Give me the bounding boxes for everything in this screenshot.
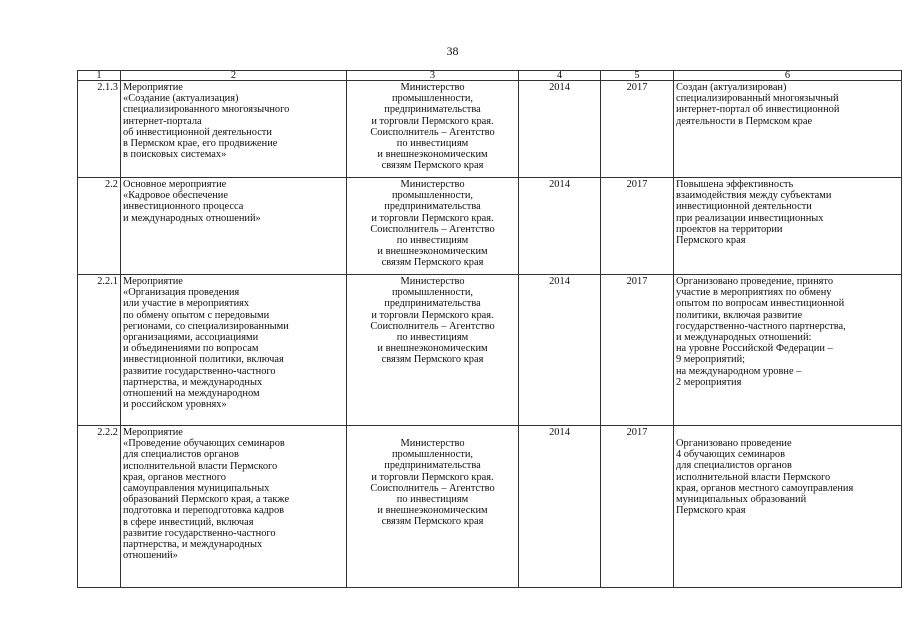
row-number: 2.1.3 — [78, 81, 121, 178]
responsible-party: Министерство промышленности, предпринимательства и торговли Пермского края. Соисполнитель – Агентство по инвестициям и внешнеэкономическим связям Пермского края — [347, 275, 519, 426]
table-header-row — [78, 71, 902, 81]
table-row — [78, 426, 902, 588]
measures-table — [77, 70, 902, 588]
responsible-party: Министерство промышленности, предпринимательства и торговли Пермского края. Соисполнитель – Агентство по инвестициям и внешнеэкономическим связям Пермского края — [347, 178, 519, 275]
start-year: 2014 — [519, 426, 601, 588]
responsible-party: Министерство промышленности, предпринимательства и торговли Пермского края. Соисполнитель – Агентство по инвестициям и внешнеэкономическим связям Пермского края — [347, 81, 519, 178]
expected-result: Организовано проведение, принято участие в мероприятиях по обмену опытом по вопросам инвестиционной политики, включая развитие государственно-частного партнерства, и международных отношений: на уровне Российской Федерации – 9 мероприятий; на международном уровне – 2 мероприятия — [674, 275, 902, 426]
start-year: 2014 — [519, 178, 601, 275]
end-year: 2017 — [601, 178, 674, 275]
measure-name: Мероприятие «Организация проведения или участие в мероприятиях по обмену опытом с передовыми регионами, со специализированными организациями, ассоциациями и объединениями по вопросам инвестиционной политики, включая развитие государственно-частного партнерства, и международных отношений на международном и российском уровнях» — [121, 275, 347, 426]
table-row — [78, 81, 902, 178]
table-row — [78, 178, 902, 275]
end-year: 2017 — [601, 275, 674, 426]
column-header-1: 1 — [78, 71, 121, 81]
column-header-2: 2 — [121, 71, 347, 81]
table-row — [78, 275, 902, 426]
measure-name: Основное мероприятие «Кадровое обеспечение инвестиционного процесса и международных отношений» — [121, 178, 347, 275]
expected-result: Создан (актуализирован) специализированный многоязычный интернет-портал об инвестиционной деятельности в Пермском крае — [674, 81, 902, 178]
measure-name: Мероприятие «Проведение обучающих семинаров для специалистов органов исполнительной власти Пермского края, органов местного самоуправления муниципальных образований Пермского края, а также подготовка и переподготовка кадров в сфере инвестиций, включая развитие государственно-частного партнерства, и международных отношений» — [121, 426, 347, 588]
end-year: 2017 — [601, 81, 674, 178]
column-header-5: 5 — [601, 71, 674, 81]
expected-result: Повышена эффективность взаимодействия между субъектами инвестиционной деятельности при реализации инвестиционных проектов на территории Пермского края — [674, 178, 902, 275]
end-year: 2017 — [601, 426, 674, 588]
start-year: 2014 — [519, 81, 601, 178]
row-number: 2.2.1 — [78, 275, 121, 426]
start-year: 2014 — [519, 275, 601, 426]
column-header-4: 4 — [519, 71, 601, 81]
column-header-6: 6 — [674, 71, 902, 81]
responsible-party: Министерство промышленности, предпринимательства и торговли Пермского края. Соисполнитель – Агентство по инвестициям и внешнеэкономическим связям Пермского края — [347, 426, 519, 588]
measure-name: Мероприятие «Создание (актуализация) специализированного многоязычного интернет-портала об инвестиционной деятельности в Пермском крае, его продвижение в поисковых системах» — [121, 81, 347, 178]
expected-result: Организовано проведение 4 обучающих семинаров для специалистов органов исполнительной власти Пермского края, органов местного самоуправления муниципальных образований Пермского края — [674, 426, 902, 588]
row-number: 2.2 — [78, 178, 121, 275]
page-number: 38 — [446, 44, 459, 58]
column-header-3: 3 — [347, 71, 519, 81]
row-number: 2.2.2 — [78, 426, 121, 588]
